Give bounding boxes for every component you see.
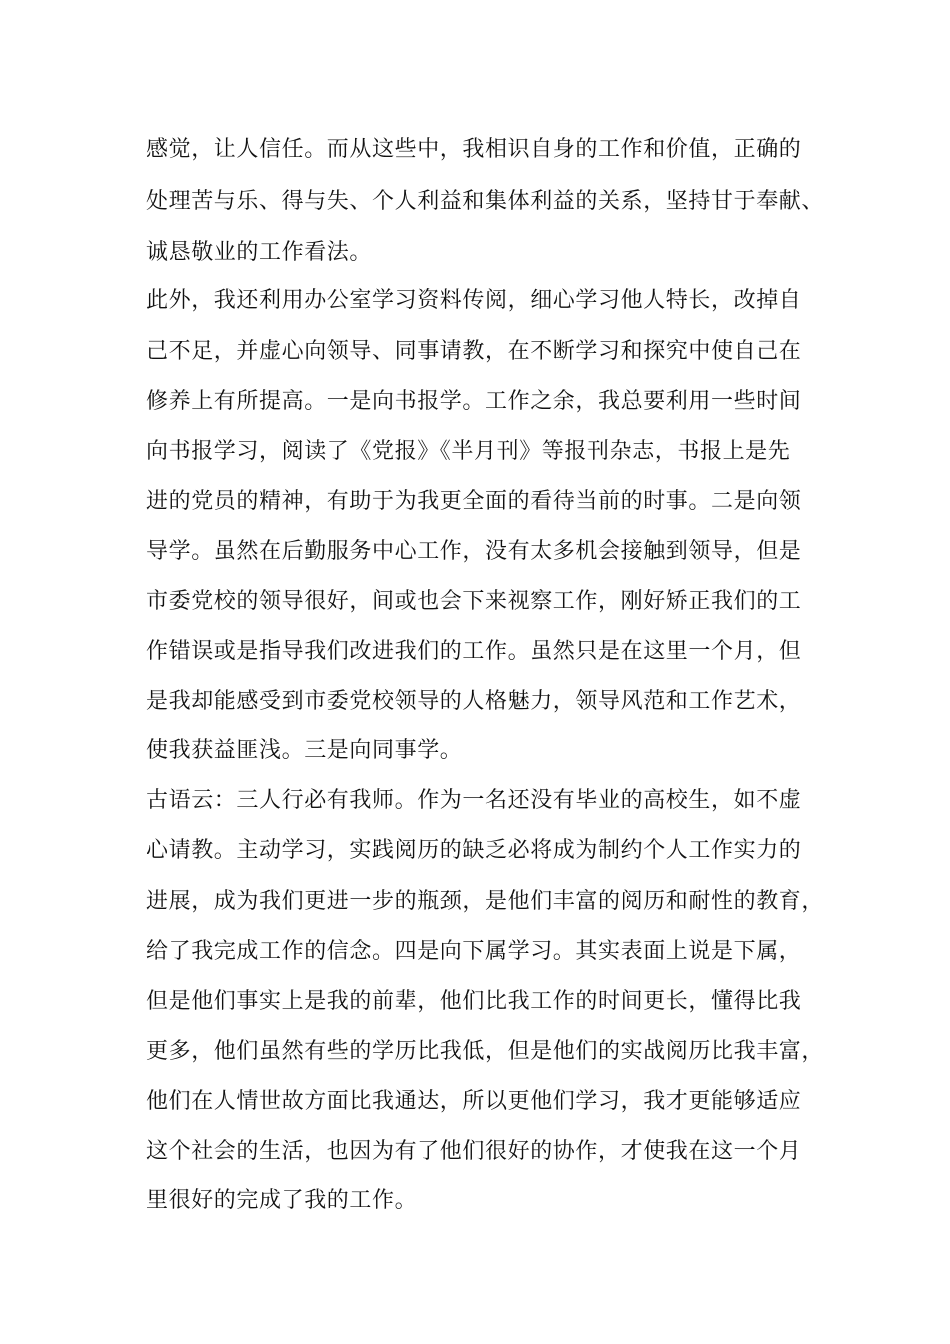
text-line: 处理苦与乐、得与失、个人利益和集体利益的关系，坚持甘于奉献、	[146, 189, 825, 214]
text-line: 进展，成为我们更进一步的瓶颈，是他们丰富的阅历和耐性的教育，	[146, 889, 825, 914]
text-line: 但是他们事实上是我的前辈，他们比我工作的时间更长，懂得比我	[146, 989, 802, 1014]
text-line: 感觉，让人信任。而从这些中，我相识自身的工作和价值，正确的	[146, 137, 802, 162]
text-line: 导学。虽然在后勤服务中心工作，没有太多机会接触到领导，但是	[146, 539, 802, 564]
text-line: 向书报学习，阅读了《党报》《半月刊》等报刊杂志，书报上是先	[146, 439, 791, 464]
text-line: 古语云：三人行必有我师。作为一名还没有毕业的高校生，如不虚	[146, 788, 802, 813]
text-line: 给了我完成工作的信念。四是向下属学习。其实表面上说是下属，	[146, 939, 802, 964]
text-line: 此外，我还利用办公室学习资料传阅，细心学习他人特长，改掉自	[146, 288, 802, 313]
text-line: 己不足，并虚心向领导、同事请教，在不断学习和探究中使自己在	[146, 339, 802, 364]
text-line: 修养上有所提高。一是向书报学。工作之余，我总要利用一些时间	[146, 389, 802, 414]
text-line: 这个社会的生活，也因为有了他们很好的协作，才使我在这一个月	[146, 1139, 802, 1164]
text-line: 更多，他们虽然有些的学历比我低，但是他们的实战阅历比我丰富，	[146, 1039, 825, 1064]
text-line: 使我获益匪浅。三是向同事学。	[146, 738, 463, 763]
text-line: 市委党校的领导很好，间或也会下来视察工作，刚好矫正我们的工	[146, 589, 802, 614]
text-line: 进的党员的精神，有助于为我更全面的看待当前的时事。二是向领	[146, 489, 802, 514]
text-line: 里很好的完成了我的工作。	[146, 1188, 418, 1213]
text-line: 他们在人情世故方面比我通达，所以更他们学习，我才更能够适应	[146, 1089, 802, 1114]
text-line: 诚恳敬业的工作看法。	[146, 240, 373, 265]
text-line: 作错误或是指导我们改进我们的工作。虽然只是在这里一个月，但	[146, 639, 802, 664]
text-line: 心请教。主动学习，实践阅历的缺乏必将成为制约个人工作实力的	[146, 838, 802, 863]
text-line: 是我却能感受到市委党校领导的人格魅力，领导风范和工作艺术，	[146, 689, 802, 714]
